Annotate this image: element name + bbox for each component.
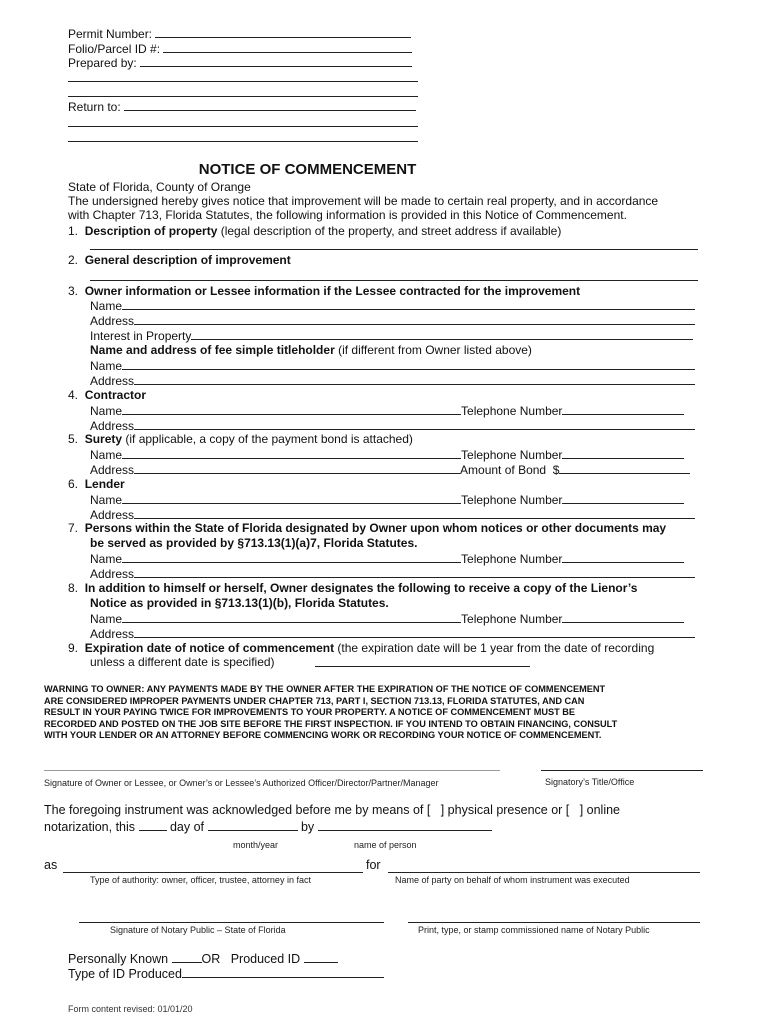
lienor-copy-name-label: Name — [90, 612, 123, 626]
item-5-number: 5. — [68, 432, 79, 446]
item-8-number: 8. — [68, 581, 79, 595]
month-year-caption: month/year — [233, 840, 279, 850]
produced-id-label: OR Produced ID — [201, 952, 304, 966]
item-5-rest: (if applicable, a copy of the payment bond is attached) — [122, 432, 413, 446]
item-9-heading — [68, 641, 654, 655]
lender-address-field[interactable] — [90, 507, 695, 522]
prepared-by-blank[interactable] — [140, 55, 412, 67]
surety-telephone-label: Telephone Number — [461, 448, 563, 462]
titleholder-address-blank[interactable] — [134, 373, 695, 385]
owner-address-label: Address — [90, 314, 135, 328]
return-to-blank[interactable] — [124, 99, 416, 111]
prepared-by-label: Prepared by: — [68, 56, 137, 70]
designee-address-field[interactable] — [90, 566, 695, 581]
contractor-name-blank[interactable] — [122, 403, 461, 415]
surety-address-label: Address — [90, 463, 135, 477]
item-9-number: 9. — [68, 641, 79, 655]
interest-property-field[interactable] — [90, 328, 693, 343]
item-7-line-1: Persons within the State of Florida designated by Owner upon whom notices or other documents may — [84, 521, 667, 535]
return-to-label: Return to: — [68, 100, 121, 114]
form-revised-note: Form content revised: 01/01/20 — [68, 1004, 193, 1014]
lender-name-field[interactable] — [90, 492, 684, 507]
notary-signature-line[interactable] — [79, 922, 384, 923]
item-2-number: 2. — [68, 253, 79, 267]
item-1-number: 1. — [68, 224, 79, 238]
item-3-heading — [68, 284, 580, 298]
item-3-bold: Owner information or Lessee information if the Lessee contracted for the improvement — [84, 284, 581, 298]
designee-telephone-blank[interactable] — [562, 551, 684, 563]
designee-telephone-label: Telephone Number — [461, 552, 563, 566]
bond-amount-blank[interactable] — [559, 462, 690, 474]
contractor-address-field[interactable] — [90, 418, 695, 433]
fee-titleholder-heading — [90, 343, 532, 357]
lienor-copy-address-label: Address — [90, 627, 135, 641]
party-behalf-caption: Name of party on behalf of whom instrument was executed — [395, 875, 630, 885]
notarization-text: notarization, this — [44, 820, 139, 834]
titleholder-address-field[interactable] — [90, 373, 695, 388]
day-blank[interactable] — [139, 819, 167, 831]
id-type-label: Type of ID Produced — [68, 967, 182, 981]
fee-titleholder-rest: (if different from Owner listed above) — [334, 343, 532, 357]
name-of-person-caption: name of person — [354, 840, 417, 850]
item-1-bold: Description of property — [84, 224, 218, 238]
authority-type-caption: Type of authority: owner, officer, trustee, attorney in fact — [90, 875, 311, 885]
for-label: for — [366, 858, 381, 872]
contractor-name-label: Name — [90, 404, 123, 418]
lender-address-blank[interactable] — [134, 507, 695, 519]
acknowledgment-line-2 — [44, 819, 492, 835]
item-2-heading — [68, 253, 291, 267]
lender-name-blank[interactable] — [122, 492, 461, 504]
notary-signature-caption: Signature of Notary Public – State of Florida — [110, 925, 286, 935]
intro-text-line-1: The undersigned hereby gives notice that improvement will be made to certain real property, and in accordance — [68, 194, 659, 208]
owner-address-field[interactable] — [90, 313, 695, 328]
designee-name-label: Name — [90, 552, 123, 566]
day-of-text: day of — [166, 820, 208, 834]
lender-telephone-label: Telephone Number — [461, 493, 563, 507]
designee-address-label: Address — [90, 567, 135, 581]
designee-name-field[interactable] — [90, 551, 684, 566]
item-8-line-2: Notice as provided in §713.13(1)(b), Florida Statutes. — [90, 596, 389, 610]
titleholder-name-label: Name — [90, 359, 123, 373]
person-name-blank[interactable] — [318, 819, 492, 831]
owner-signature-line[interactable] — [44, 770, 500, 771]
by-text: by — [297, 820, 318, 834]
owner-signature-caption: Signature of Owner or Lessee, or Owner’s or Lessee’s Authorized Officer/Director/Partner/Manager — [44, 778, 439, 788]
interest-property-label: Interest in Property — [90, 329, 192, 343]
owner-name-label: Name — [90, 299, 123, 313]
item-9-rest: (the expiration date will be 1 year from the date of recording — [334, 641, 655, 655]
folio-parcel-label: Folio/Parcel ID #: — [68, 42, 161, 56]
prepared-by-field[interactable] — [68, 55, 412, 70]
personally-known-blank[interactable] — [172, 951, 202, 963]
return-to-line-2[interactable] — [68, 126, 418, 127]
signatory-title-caption: Signatory’s Title/Office — [545, 777, 635, 787]
item-7-line-2: be served as provided by §713.13(1)(a)7, Florida Statutes. — [90, 536, 418, 550]
surety-name-blank[interactable] — [122, 447, 461, 459]
bond-amount-label: Amount of Bond $ — [460, 463, 560, 477]
lienor-copy-name-blank[interactable] — [122, 611, 461, 623]
property-description-line[interactable] — [90, 249, 698, 250]
item-9-line-2: unless a different date is specified) — [90, 655, 275, 669]
return-to-line-3[interactable] — [68, 141, 418, 142]
item-6-heading — [68, 477, 125, 491]
owner-address-blank[interactable] — [134, 313, 695, 325]
titleholder-name-field[interactable] — [90, 358, 695, 373]
personally-known-label: Personally Known — [68, 952, 172, 966]
owner-name-blank[interactable] — [122, 298, 695, 310]
expiration-date-blank[interactable] — [315, 666, 530, 667]
lender-name-label: Name — [90, 493, 123, 507]
party-behalf-line[interactable] — [388, 872, 700, 873]
authority-type-line[interactable] — [63, 872, 363, 873]
permit-number-blank[interactable] — [155, 26, 411, 38]
item-4-number: 4. — [68, 388, 79, 402]
item-3-number: 3. — [68, 284, 79, 298]
titleholder-name-blank[interactable] — [122, 358, 695, 370]
item-7-heading — [68, 521, 666, 535]
intro-text-line-2: with Chapter 713, Florida Statutes, the following information is provided in this Notice of Commencement. — [68, 208, 627, 222]
prepared-by-line-2[interactable] — [68, 81, 418, 82]
permit-number-field[interactable] — [68, 26, 411, 41]
surety-name-label: Name — [90, 448, 123, 462]
contractor-telephone-label: Telephone Number — [461, 404, 563, 418]
item-6-bold: Lender — [84, 477, 125, 491]
item-9-bold: Expiration date of notice of commencement — [84, 641, 335, 655]
titleholder-address-label: Address — [90, 374, 135, 388]
as-label: as — [44, 858, 58, 872]
prepared-by-line-3[interactable] — [68, 96, 418, 97]
designee-name-blank[interactable] — [122, 551, 461, 563]
contractor-address-label: Address — [90, 419, 135, 433]
item-4-heading — [68, 388, 146, 402]
item-6-number: 6. — [68, 477, 79, 491]
item-5-heading — [68, 432, 413, 446]
lienor-copy-address-blank[interactable] — [134, 626, 695, 638]
surety-address-field[interactable] — [90, 462, 690, 477]
designee-address-blank[interactable] — [134, 566, 695, 578]
document-title: NOTICE OF COMMENCEMENT — [198, 161, 417, 178]
item-1-heading — [68, 224, 561, 238]
item-1-rest: (legal description of the property, and street address if available) — [217, 224, 562, 238]
interest-property-blank[interactable] — [191, 328, 693, 340]
state-county-line: State of Florida, County of Orange — [68, 180, 251, 194]
fee-titleholder-bold: Name and address of fee simple titleholder — [90, 343, 335, 357]
item-4-bold: Contractor — [84, 388, 147, 402]
folio-parcel-blank[interactable] — [163, 41, 412, 53]
id-type-line — [68, 966, 384, 982]
owner-name-field[interactable] — [90, 298, 695, 313]
contractor-name-field[interactable] — [90, 403, 684, 418]
notary-print-name-line[interactable] — [408, 922, 700, 923]
surety-address-blank[interactable] — [134, 462, 460, 474]
warning-to-owner: WARNING TO OWNER: ANY PAYMENTS MADE BY THE OWNER AFTER THE EXPIRATION OF THE NOTICE OF COMMENCEMENT ARE CONSIDERED IMPROPER PAYMENTS UNDER CHAPTER 713, PART I, SECTION 713.13, FLORIDA STATUTES, AND CAN RESULT IN YOUR PAYING TWICE FOR IMPROVEMENTS TO YOUR PROPERTY. A NOTICE OF COMMENCEMENT MUST BE RECORDED AND POSTED ON THE JOB SITE BEFORE THE FIRST INSPECTION. IF YOU INTEND TO OBTAIN FINANCING, CONSULT WITH YOUR LENDER OR AN ATTORNEY BEFORE COMMENCING WORK OR RECORDING YOUR NOTICE OF COMMENCEMENT. — [44, 684, 618, 741]
item-2-bold: General description of improvement — [84, 253, 291, 267]
personally-known-line — [68, 951, 338, 967]
lender-telephone-blank[interactable] — [562, 492, 684, 504]
signatory-title-line[interactable] — [541, 770, 703, 771]
item-8-line-1: In addition to himself or herself, Owner designates the following to receive a copy of the Lienor’s — [84, 581, 638, 595]
item-8-heading — [68, 581, 637, 595]
item-5-bold: Surety — [84, 432, 123, 446]
lienor-copy-name-field[interactable] — [90, 611, 684, 626]
month-year-blank[interactable] — [208, 819, 298, 831]
item-7-number: 7. — [68, 521, 79, 535]
produced-id-blank[interactable] — [304, 951, 338, 963]
lienor-copy-telephone-blank[interactable] — [562, 611, 684, 623]
contractor-address-blank[interactable] — [134, 418, 695, 430]
lienor-copy-telephone-label: Telephone Number — [461, 612, 563, 626]
id-type-blank[interactable] — [182, 966, 384, 978]
contractor-telephone-blank[interactable] — [562, 403, 684, 415]
folio-parcel-field[interactable] — [68, 41, 412, 56]
permit-number-label: Permit Number: — [68, 27, 153, 41]
acknowledgment-line-1: The foregoing instrument was acknowledged before me by means of [ ] physical presence or [ ] online — [44, 803, 621, 817]
return-to-field[interactable] — [68, 99, 416, 114]
lender-address-label: Address — [90, 508, 135, 522]
notary-print-caption: Print, type, or stamp commissioned name of Notary Public — [418, 925, 650, 935]
lienor-copy-address-field[interactable] — [90, 626, 695, 641]
surety-name-field[interactable] — [90, 447, 684, 462]
improvement-description-line[interactable] — [90, 280, 698, 281]
surety-telephone-blank[interactable] — [562, 447, 684, 459]
